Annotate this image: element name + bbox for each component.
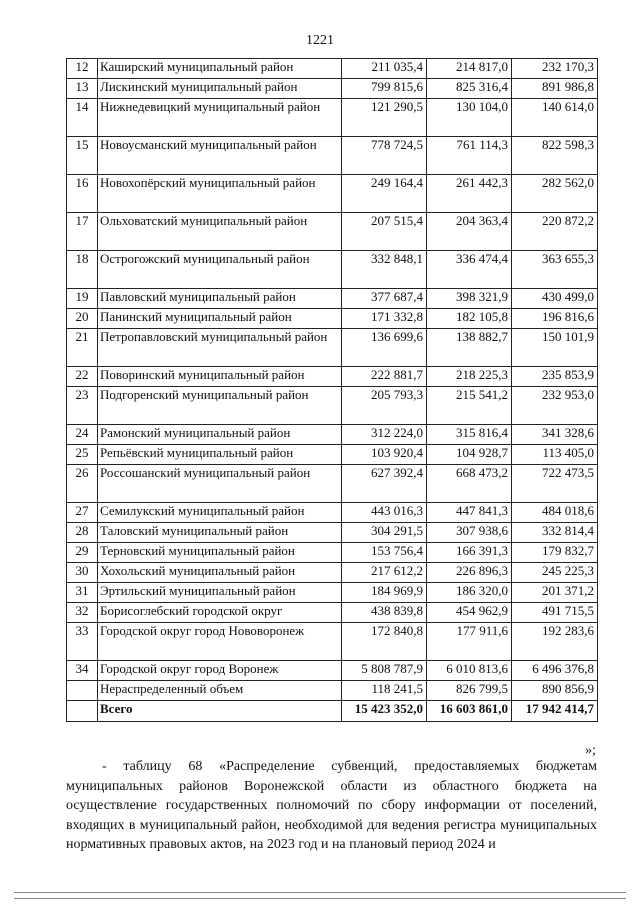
amount-2024: 447 841,3 [427, 503, 512, 523]
row-number: 14 [67, 99, 98, 137]
municipality-name: Городской округ город Воронеж [98, 661, 342, 681]
amount-2024: 307 938,6 [427, 523, 512, 543]
amount-2024: 761 114,3 [427, 137, 512, 175]
page-number: 1221 [306, 33, 334, 48]
total-2023: 15 423 352,0 [342, 701, 427, 722]
amount-2025: 822 598,3 [512, 137, 598, 175]
amount-2024: 215 541,2 [427, 387, 512, 425]
municipality-name: Поворинский муниципальный район [98, 367, 342, 387]
row-number: 13 [67, 79, 98, 99]
row-number: 24 [67, 425, 98, 445]
amount-2024: 104 928,7 [427, 445, 512, 465]
amount-2023: 249 164,4 [342, 175, 427, 213]
municipality-name: Новохопёрский муниципальный район [98, 175, 342, 213]
row-number: 22 [67, 367, 98, 387]
total-2024: 16 603 861,0 [427, 701, 512, 722]
amount-2023: 136 699,6 [342, 329, 427, 367]
amount-2023: 799 815,6 [342, 79, 427, 99]
row-number: 18 [67, 251, 98, 289]
row-number: 25 [67, 445, 98, 465]
amount-2023: 121 290,5 [342, 99, 427, 137]
amount-2025: 6 496 376,8 [512, 661, 598, 681]
amount-2024: 166 391,3 [427, 543, 512, 563]
municipality-name: Рамонский муниципальный район [98, 425, 342, 445]
amount-2023: 172 840,8 [342, 623, 427, 661]
municipality-name: Подгоренский муниципальный район [98, 387, 342, 425]
amount-2025: 232 170,3 [512, 59, 598, 79]
amount-2024: 226 896,3 [427, 563, 512, 583]
amount-2024: 6 010 813,6 [427, 661, 512, 681]
table-row [67, 543, 598, 563]
amount-2024: 186 320,0 [427, 583, 512, 603]
amount-2023: 171 332,8 [342, 309, 427, 329]
amount-2024: 177 911,6 [427, 623, 512, 661]
table-row [67, 251, 598, 289]
amount-2023: 184 969,9 [342, 583, 427, 603]
footer-line [14, 898, 626, 899]
amount-2024: 336 474,4 [427, 251, 512, 289]
municipality-name: Панинский муниципальный район [98, 309, 342, 329]
municipality-name: Городской округ город Нововоронеж [98, 623, 342, 661]
amount-2024: 668 473,2 [427, 465, 512, 503]
amount-2025: 140 614,0 [512, 99, 598, 137]
amount-2023: 211 035,4 [342, 59, 427, 79]
amount-2025: 179 832,7 [512, 543, 598, 563]
table-row [67, 681, 598, 701]
amount-2024: 138 882,7 [427, 329, 512, 367]
row-number: 19 [67, 289, 98, 309]
amount-2024: 398 321,9 [427, 289, 512, 309]
amount-2024: 261 442,3 [427, 175, 512, 213]
row-number: 32 [67, 603, 98, 623]
table-body [67, 59, 598, 722]
table-row [67, 445, 598, 465]
amount-2025: 890 856,9 [512, 681, 598, 701]
table-row [67, 137, 598, 175]
row-number: 15 [67, 137, 98, 175]
table-row [67, 367, 598, 387]
amount-2025: 113 405,0 [512, 445, 598, 465]
row-number: 34 [67, 661, 98, 681]
row-number: 20 [67, 309, 98, 329]
municipality-name: Хохольский муниципальный район [98, 563, 342, 583]
table-row [67, 425, 598, 445]
total-index [67, 701, 98, 722]
amount-2023: 222 881,7 [342, 367, 427, 387]
amount-2023: 103 920,4 [342, 445, 427, 465]
amount-2023: 332 848,1 [342, 251, 427, 289]
amount-2025: 245 225,3 [512, 563, 598, 583]
amount-2024: 182 105,8 [427, 309, 512, 329]
amount-2023: 5 808 787,9 [342, 661, 427, 681]
amount-2024: 454 962,9 [427, 603, 512, 623]
amount-2025: 430 499,0 [512, 289, 598, 309]
amount-2025: 220 872,2 [512, 213, 598, 251]
row-number: 29 [67, 543, 98, 563]
amount-2023: 312 224,0 [342, 425, 427, 445]
row-number: 23 [67, 387, 98, 425]
amount-2025: 235 853,9 [512, 367, 598, 387]
amount-2023: 443 016,3 [342, 503, 427, 523]
table-row [67, 213, 598, 251]
municipality-name: Терновский муниципальный район [98, 543, 342, 563]
municipality-name: Нераспределенный объем [98, 681, 342, 701]
total-2025: 17 942 414,7 [512, 701, 598, 722]
table-row [67, 329, 598, 367]
total-row [67, 701, 598, 722]
amount-2023: 627 392,4 [342, 465, 427, 503]
row-number: 28 [67, 523, 98, 543]
municipality-name: Лискинский муниципальный район [98, 79, 342, 99]
municipality-name: Таловский муниципальный район [98, 523, 342, 543]
amount-2025: 196 816,6 [512, 309, 598, 329]
amount-2023: 153 756,4 [342, 543, 427, 563]
quote-end: »; [585, 743, 596, 758]
municipality-name: Борисоглебский городской округ [98, 603, 342, 623]
row-number: 16 [67, 175, 98, 213]
row-number: 31 [67, 583, 98, 603]
table-row [67, 79, 598, 99]
row-number [67, 681, 98, 701]
amount-2025: 192 283,6 [512, 623, 598, 661]
body-paragraph [66, 757, 597, 855]
amount-2023: 217 612,2 [342, 563, 427, 583]
amount-2025: 201 371,2 [512, 583, 598, 603]
municipality-name: Павловский муниципальный район [98, 289, 342, 309]
amount-2024: 204 363,4 [427, 213, 512, 251]
row-number: 21 [67, 329, 98, 367]
amount-2025: 341 328,6 [512, 425, 598, 445]
amount-2024: 130 104,0 [427, 99, 512, 137]
amount-2025: 491 715,5 [512, 603, 598, 623]
municipality-name: Каширский муниципальный район [98, 59, 342, 79]
amount-2024: 218 225,3 [427, 367, 512, 387]
table-row [67, 503, 598, 523]
amount-2025: 232 953,0 [512, 387, 598, 425]
amount-2023: 118 241,5 [342, 681, 427, 701]
row-number: 30 [67, 563, 98, 583]
row-number: 17 [67, 213, 98, 251]
amount-2025: 363 655,3 [512, 251, 598, 289]
table-row [67, 623, 598, 661]
row-number: 26 [67, 465, 98, 503]
amount-2023: 304 291,5 [342, 523, 427, 543]
amount-2025: 332 814,4 [512, 523, 598, 543]
amount-2024: 826 799,5 [427, 681, 512, 701]
amount-2025: 150 101,9 [512, 329, 598, 367]
table-row [67, 309, 598, 329]
amount-2023: 207 515,4 [342, 213, 427, 251]
table-row [67, 289, 598, 309]
table-row [67, 387, 598, 425]
amount-2023: 438 839,8 [342, 603, 427, 623]
amount-2025: 722 473,5 [512, 465, 598, 503]
municipality-name: Эртильский муниципальный район [98, 583, 342, 603]
table-row [67, 523, 598, 543]
footer-line [14, 892, 626, 893]
amount-2025: 282 562,0 [512, 175, 598, 213]
municipality-name: Репьёвский муниципальный район [98, 445, 342, 465]
paragraph-text: - таблицу 68 «Распределение субвенций, предоставляемых бюджетам муниципальных районов Воронежской области из областного бюджета на осуществление государственных полномочий по сбору информации от поселений, входящих в муниципальный район, необходимой для ведения регистра муниципальных нормативных правовых актов, на 2023 год и на плановый период 2024 и [66, 759, 597, 853]
table-row [67, 99, 598, 137]
municipality-name: Новоусманский муниципальный район [98, 137, 342, 175]
municipality-name: Семилукский муниципальный район [98, 503, 342, 523]
table-row [67, 465, 598, 503]
amount-2024: 825 316,4 [427, 79, 512, 99]
table-row [67, 583, 598, 603]
amount-2024: 214 817,0 [427, 59, 512, 79]
row-number: 33 [67, 623, 98, 661]
table-row [67, 563, 598, 583]
table-row [67, 59, 598, 79]
table-row [67, 175, 598, 213]
municipality-name: Острогожский муниципальный район [98, 251, 342, 289]
row-number: 12 [67, 59, 98, 79]
total-label: Всего [98, 701, 342, 722]
municipality-name: Ольховатский муниципальный район [98, 213, 342, 251]
municipality-name: Нижнедевицкий муниципальный район [98, 99, 342, 137]
amount-2023: 778 724,5 [342, 137, 427, 175]
amount-2025: 484 018,6 [512, 503, 598, 523]
subsidy-distribution-table [66, 58, 598, 722]
municipality-name: Россошанский муниципальный район [98, 465, 342, 503]
row-number: 27 [67, 503, 98, 523]
table-row [67, 603, 598, 623]
amount-2023: 205 793,3 [342, 387, 427, 425]
amount-2024: 315 816,4 [427, 425, 512, 445]
table-row [67, 661, 598, 681]
municipality-name: Петропавловский муниципальный район [98, 329, 342, 367]
amount-2023: 377 687,4 [342, 289, 427, 309]
amount-2025: 891 986,8 [512, 79, 598, 99]
